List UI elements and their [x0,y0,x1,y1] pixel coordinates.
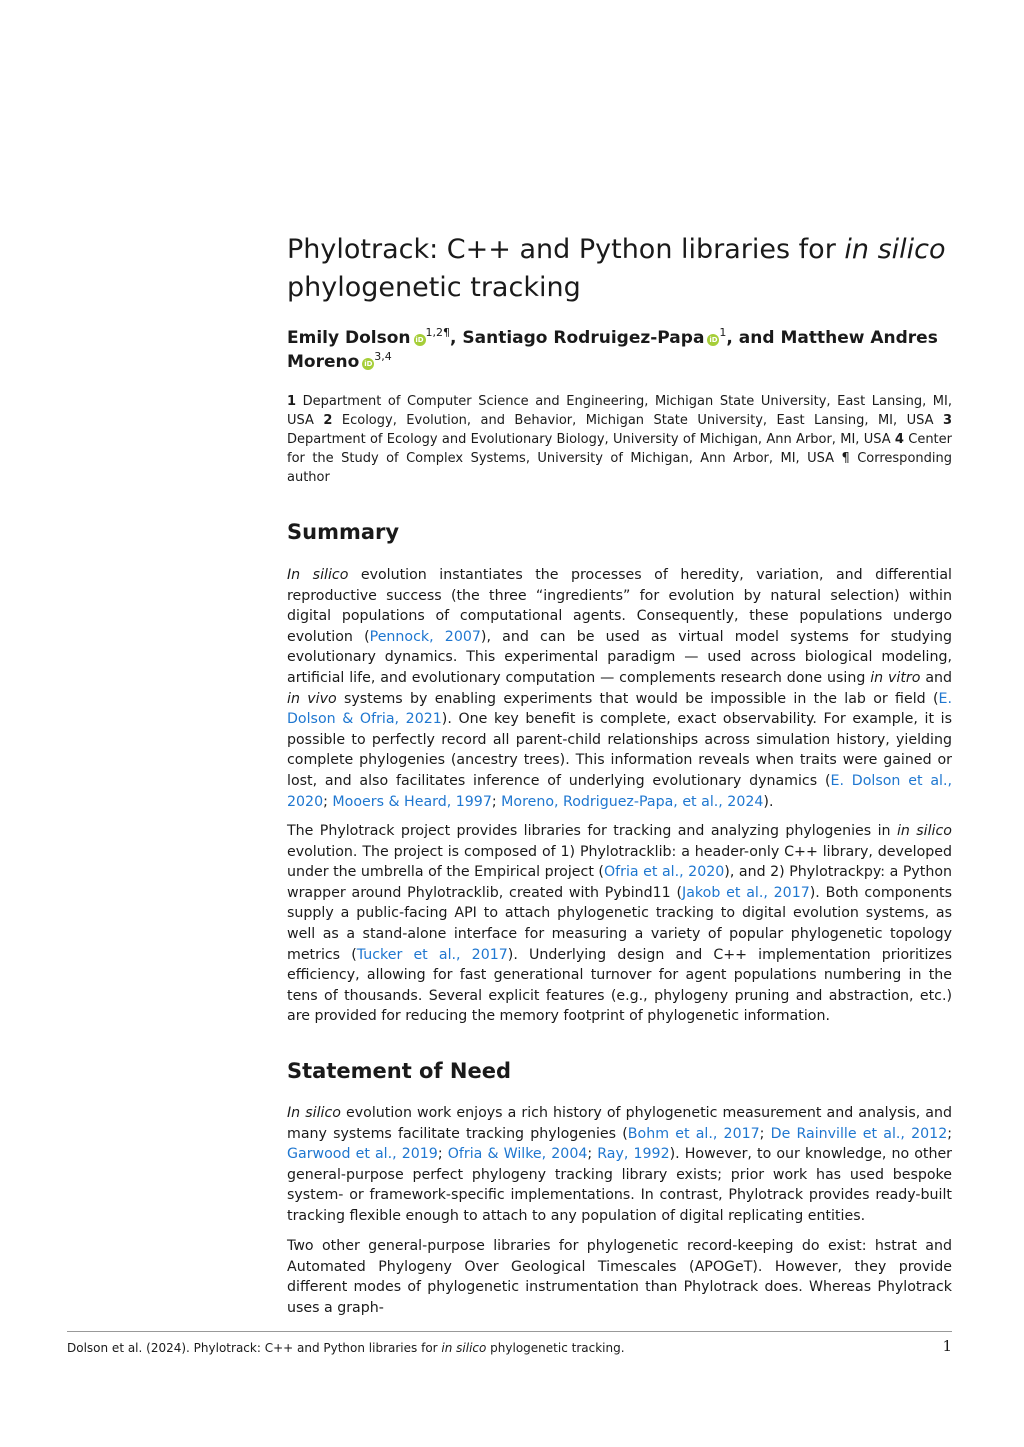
citation-link[interactable]: Pennock, 2007 [369,628,481,645]
body-text: ), and 2) Phylotrackpy: a Python wrapper around Phylotracklib, created with Pybind11 ( [287,864,953,901]
author-separator: , [450,328,463,348]
citation-link[interactable]: Ofria & Wilke, 2004 [447,1146,588,1163]
emphasis-text: in vitro [870,669,921,686]
title-line2: phylogenetic tracking [287,272,581,303]
body-text: ). [763,793,774,810]
affiliation-number: 1 [287,394,297,409]
citation-link[interactable]: De Rainville et al., 2012 [770,1125,948,1142]
page-number: 1 [942,1337,952,1355]
body-text: and [920,669,953,686]
body-text: ). One key benefit is complete, exact observability. For example, it is possible to perfectly record all parent-child relationships across simulation history, yielding complete phylogenies (ancestry trees). This information reveals when traits were gained or lost, and also facilitates inference of underlying evolutionary dynamics ( [287,711,952,789]
author-name: Santiago Rodruigez-Papa [462,328,705,348]
body-text: ), and can be used as virtual model systems for studying evolutionary dynamics. This experimental paradigm — used across biological modeling, artificial life, and evolutionary computation — complements research done using [287,628,952,686]
affiliation-text: Ecology, Evolution, and Behavior, Michigan State University, East Lansing, MI, USA [332,413,943,428]
affiliation-text: Department of Computer Science and Engineering, Michigan State University, East Lansing, MI, USA [287,394,952,428]
emphasis-text: In silico [287,567,349,583]
body-text: Two other general-purpose libraries for phylogenetic record-keeping do exist: hstrat and Automated Phylogeny Over Geological Timescales (APOGeT). However, they provide different modes of phylogenetic instrumentation than Phylotrack does. Whereas Phylotrack uses a graph- [287,1238,952,1316]
body-text: systems by enabling experiments that would be impossible in the lab or field ( [336,690,939,707]
affiliation-text: Center for the Study of Complex Systems, University of Michigan, Ann Arbor, MI, USA [287,432,952,466]
citation-link[interactable]: Ray, 1992 [597,1146,670,1163]
affiliation-number: 4 [894,432,904,447]
citation-link[interactable]: Bohm et al., 2017 [627,1125,760,1142]
body-text: ). Underlying design and C++ implementation prioritizes efficiency, allowing for fast generational turnover for agent populations numbering in the tens of thousands. Several explicit features (e.g., phylogeny pruning and abstraction, etc.) are provided for reducing the memory footprint of phylogenetic information. [287,946,953,1025]
summary-paragraph-2 [287,821,952,1027]
affiliation-number: 3 [942,413,952,428]
orcid-icon[interactable]: iD [709,336,718,344]
summary-paragraph-1 [287,565,952,812]
footer-emphasis: in silico [441,1341,487,1355]
body-text: ; [947,1125,953,1142]
title-line1: Phylotrack: C++ and Python libraries for [287,234,845,265]
citation-link[interactable]: Jakob et al., 2017 [682,884,810,901]
body-text: The Phylotrack project provides libraries for tracking and analyzing phylogenies in [287,823,897,839]
body-text: ; [437,1146,448,1163]
citation-link[interactable]: Moreno, Rodriguez-Papa, et al., 2024 [501,793,764,810]
paper-title [287,231,952,307]
author-name: Emily Dolson [287,328,411,348]
orcid-icon[interactable]: iD [415,336,424,344]
body-text: ). Both components supply a public-facing API to attach phylogenetic tracking to digital evolution systems, as well as a stand-alone interface for measuring a variety of popular phylogenetic topology metrics ( [287,884,953,963]
author-name: Matthew Andres Moreno [287,328,938,372]
footer-citation [67,1340,625,1356]
footer-divider [67,1331,952,1332]
citation-link[interactable]: E. Dolson & Ofria, 2021 [287,690,952,728]
body-text: evolution. The project is composed of 1) Phylotracklib: a header-only C++ library, developed under the umbrella of the Empirical project ( [287,843,952,881]
body-text: ; [759,1125,771,1142]
body-text: evolution work enjoys a rich history of phylogenetic measurement and analysis, and many systems facilitate tracking phylogenies ( [287,1105,952,1142]
citation-link[interactable]: Mooers & Heard, 1997 [332,793,492,810]
emphasis-text: in silico [896,823,952,839]
affiliation-text: Department of Ecology and Evolutionary Biology, University of Michigan, Ann Arbor, MI, USA [287,432,895,447]
footer-citation-text: Dolson et al. (2024). Phylotrack: C++ and Python libraries for [67,1341,442,1355]
author-separator: , and [726,328,781,348]
citation-link[interactable]: Ofria et al., 2020 [603,864,725,881]
citation-link[interactable]: Tucker et al., 2017 [356,946,508,963]
orcid-icon[interactable]: iD [364,360,373,368]
emphasis-text: in vivo [287,690,337,707]
corresponding-author-note: ¶ Corresponding author [287,451,952,485]
body-text: evolution instantiates the processes of heredity, variation, and differential reproductive success (the three “ingredients” for evolution by natural selection) within digital populations of computational agents. Consequently, these populations undergo evolution ( [287,567,952,645]
affiliations [287,392,952,487]
affiliation-number: 2 [323,413,333,428]
emphasis-text: In silico [287,1105,341,1121]
need-paragraph-2 [287,1236,952,1318]
body-text: ). However, to our knowledge, no other general-purpose perfect phylogeny tracking library exists; prior work has used bespoke system- or framework-specific implementations. In contrast, Phylotrack provides ready-built tracking flexible enough to attach to any population of digital replicating entities. [287,1146,953,1224]
section-heading-summary: Summary [287,520,400,544]
author-list [287,326,952,374]
section-heading-statement-of-need: Statement of Need [287,1059,512,1083]
title-emphasis: in silico [844,234,946,265]
citation-link[interactable]: Garwood et al., 2019 [287,1146,438,1163]
body-text: ; [587,1146,598,1163]
body-text: ; [323,793,333,810]
author-affiliation-marks: 1 [719,326,727,339]
citation-link[interactable]: E. Dolson et al., 2020 [287,772,952,810]
need-paragraph-1 [287,1103,952,1227]
author-affiliation-marks: 1,2¶ [425,326,450,339]
body-text: ; [491,793,502,810]
author-affiliation-marks: 3,4 [374,350,392,363]
footer-citation-end: phylogenetic tracking. [486,1341,625,1355]
